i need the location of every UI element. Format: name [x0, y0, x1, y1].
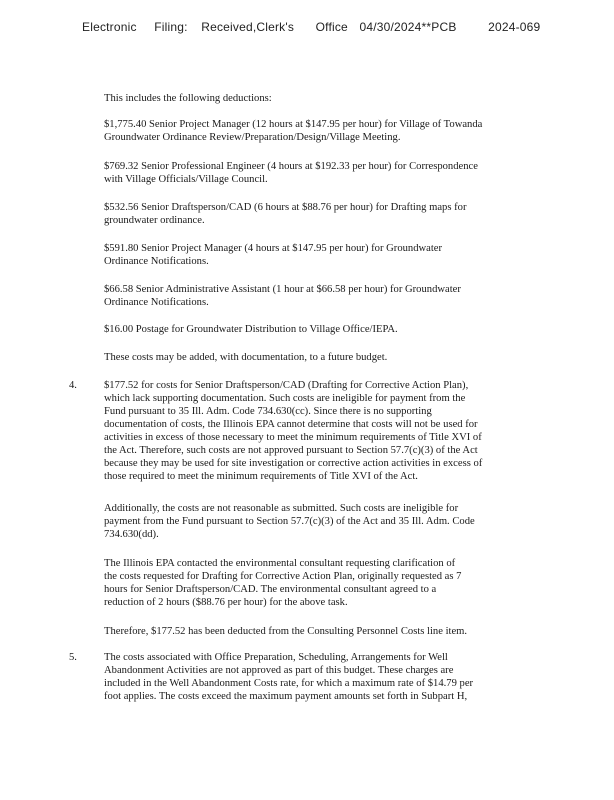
header-date: 04/30/2024**PCB: [359, 20, 457, 34]
intro-text: This includes the following deductions:: [104, 93, 272, 104]
header-electronic: Electronic: [82, 20, 137, 34]
deduction-line: $769.32 Senior Professional Engineer (4 hours at $192.33 per hour) for Correspondence: [104, 161, 478, 172]
text-line: 734.630(dd).: [104, 529, 159, 540]
deduction-item: [104, 201, 530, 227]
item5-paragraph-1: [104, 651, 530, 703]
deduction-line: $591.80 Senior Project Manager (4 hours at $147.95 per hour) for Groundwater: [104, 243, 443, 254]
text-line: Fund pursuant to 35 Ill. Adm. Code 734.630(cc). Since there is no supporting: [104, 406, 432, 417]
deduction-line: groundwater ordinance.: [104, 215, 205, 226]
text-line: activities in excess of those necessary to meet the minimum requirements of Title XVI of: [104, 432, 482, 443]
filing-stamp-header: [82, 20, 602, 34]
item4-paragraph-4: Therefore, $177.52 has been deducted from the Consulting Personnel Costs line item.: [104, 626, 468, 637]
deduction-line: $16.00 Postage for Groundwater Distribution to Village Office/IEPA.: [104, 324, 398, 335]
text-line: foot applies. The costs exceed the maximum payment amounts set forth in Subpart H,: [104, 691, 468, 702]
deduction-item: [104, 283, 530, 309]
deduction-item: [104, 160, 530, 186]
future-budget-note: These costs may be added, with documentation, to a future budget.: [104, 352, 388, 363]
text-line: the costs requested for Drafting for Corrective Action Plan, originally requested as 7: [104, 571, 462, 582]
text-line: The Illinois EPA contacted the environmental consultant requesting clarification of: [104, 558, 456, 569]
text-line: The costs associated with Office Preparation, Scheduling, Arrangements for Well: [104, 652, 448, 663]
text-line: reduction of 2 hours ($88.76 per hour) for the above task.: [104, 597, 348, 608]
text-line: documentation of costs, the Illinois EPA cannot determine that costs will not be used for: [104, 419, 478, 430]
header-docket-number: 2024-069: [488, 20, 541, 34]
deduction-line: with Village Officials/Village Council.: [104, 174, 268, 185]
item4-paragraph-3: [104, 557, 530, 609]
text-line: the Act. Therefore, such costs are not approved pursuant to Section 57.7(c)(3) of the Act: [104, 445, 478, 456]
text-line: Additionally, the costs are not reasonable as submitted. Such costs are ineligible for: [104, 503, 459, 514]
text-line: which lack supporting documentation. Such costs are ineligible for payment from the: [104, 393, 466, 404]
text-line: Abandonment Activities are not approved as part of this budget. These charges are: [104, 665, 454, 676]
text-line: included in the Well Abandonment Costs rate, for which a maximum rate of $14.79 per: [104, 678, 474, 689]
item-number: 5.: [69, 652, 77, 663]
header-received: Received,Clerk's: [201, 20, 295, 34]
item4-paragraph-2: [104, 502, 530, 541]
deduction-line: $66.58 Senior Administrative Assistant (1 hour at $66.58 per hour) for Groundwater: [104, 284, 461, 295]
deduction-line: Groundwater Ordinance Review/Preparation/Design/Village Meeting.: [104, 132, 401, 143]
header-filing: Filing:: [154, 20, 188, 34]
item4-paragraph-1: [104, 379, 530, 483]
deduction-line: Ordinance Notifications.: [104, 297, 209, 308]
deduction-item: [104, 242, 530, 268]
deduction-line: $1,775.40 Senior Project Manager (12 hours at $147.95 per hour) for Village of Towanda: [104, 119, 483, 130]
item-number: 4.: [69, 380, 77, 391]
text-line: payment from the Fund pursuant to Section 57.7(c)(3) of the Act and 35 Ill. Adm. Code: [104, 516, 475, 527]
deduction-line: $532.56 Senior Draftsperson/CAD (6 hours at $88.76 per hour) for Drafting maps for: [104, 202, 467, 213]
text-line: hours for Senior Draftsperson/CAD. The environmental consultant agreed to a: [104, 584, 437, 595]
text-line: $177.52 for costs for Senior Draftsperson/CAD (Drafting for Corrective Action Plan),: [104, 380, 469, 391]
deduction-item: [104, 118, 530, 144]
deduction-item: [104, 323, 530, 336]
header-office: Office: [315, 20, 348, 34]
text-line: because they may be used for site investigation or corrective action activities in excess of: [104, 458, 483, 469]
text-line: those required to meet the minimum requirements of Title XVI of the Act.: [104, 471, 418, 482]
deduction-line: Ordinance Notifications.: [104, 256, 209, 267]
